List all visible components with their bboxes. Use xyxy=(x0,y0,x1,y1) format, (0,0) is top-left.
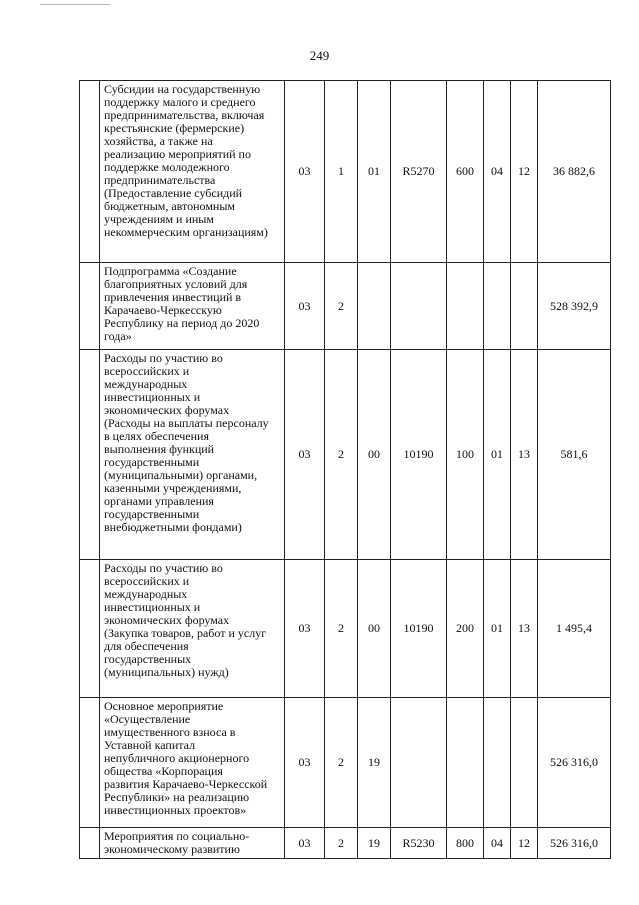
subprogram-code-cell: 2 xyxy=(325,263,358,350)
direction-code-cell: 10190 xyxy=(391,350,447,560)
item-name-line: Субсидии на государственную xyxy=(104,82,261,96)
item-name-line: (Расходы на выплаты персоналу xyxy=(104,416,269,430)
subsection-cell: 13 xyxy=(511,350,538,560)
item-name-line: реализацию мероприятий по xyxy=(104,147,251,161)
table-row xyxy=(80,81,611,263)
subprogram-code-cell: 1 xyxy=(325,81,358,263)
amount-cell: 581,6 xyxy=(538,350,611,560)
subsection-cell: 12 xyxy=(511,828,538,859)
item-name-line: органами управления xyxy=(104,494,214,508)
item-name-line: Расходы по участию во xyxy=(104,561,223,575)
table-row xyxy=(80,698,611,828)
direction-code-cell xyxy=(391,263,447,350)
row-index-cell xyxy=(80,350,100,560)
item-name-line: имущественного взноса в xyxy=(104,725,236,739)
section-cell: 04 xyxy=(484,81,511,263)
subsection-cell: 12 xyxy=(511,81,538,263)
page-number: 249 xyxy=(309,48,330,63)
item-name-line: некоммерческим организациям) xyxy=(104,225,268,239)
program-code-cell: 03 xyxy=(285,263,325,350)
item-name-cell xyxy=(100,828,285,859)
item-name-line: (муниципальными) органами, xyxy=(104,468,258,482)
event-code-cell: 01 xyxy=(358,81,391,263)
item-name-line: внебюджетными фондами) xyxy=(104,520,242,534)
item-name-line: непубличного акционерного xyxy=(104,751,250,765)
item-name-line: инвестиционных и xyxy=(104,600,201,614)
table-row xyxy=(80,560,611,698)
item-name-line: развития Карачаево-Черкесской xyxy=(104,777,268,791)
row-index-cell xyxy=(80,560,100,698)
program-code-cell: 03 xyxy=(285,828,325,859)
item-name-line: для обеспечения xyxy=(104,639,189,653)
program-code-cell: 03 xyxy=(285,560,325,698)
row-index-cell xyxy=(80,698,100,828)
item-name-line: международных xyxy=(104,377,188,391)
item-name-line: хозяйства, а также на xyxy=(104,134,213,148)
subprogram-code-cell: 2 xyxy=(325,560,358,698)
item-name-line: всероссийских и xyxy=(104,364,190,378)
event-code-cell: 00 xyxy=(358,350,391,560)
item-name-line: государственными xyxy=(104,455,200,469)
item-name-line: в целях обеспечения xyxy=(104,429,209,443)
expense-type-cell xyxy=(447,698,484,828)
item-name-line: Уставной капитал xyxy=(104,738,196,752)
subprogram-code-cell: 2 xyxy=(325,828,358,859)
direction-code-cell xyxy=(391,698,447,828)
expense-type-cell: 600 xyxy=(447,81,484,263)
item-name-line: предпринимательства xyxy=(104,173,216,187)
item-name-line: предпринимательства, включая xyxy=(104,108,265,122)
item-name-line: государственных xyxy=(104,652,192,666)
item-name-line: крестьянские (фермерские) xyxy=(104,121,245,135)
amount-cell: 526 316,0 xyxy=(538,828,611,859)
item-name-line: Основное мероприятие xyxy=(104,699,224,713)
event-code-cell: 00 xyxy=(358,560,391,698)
program-code-cell: 03 xyxy=(285,698,325,828)
row-index-cell xyxy=(80,81,100,263)
item-name-cell xyxy=(100,560,285,698)
item-name-line: государственными xyxy=(104,507,200,521)
item-name-line: казенными учреждениями, xyxy=(104,481,242,495)
item-name-line: благоприятных условий для xyxy=(104,277,248,291)
item-name-line: инвестиционных и xyxy=(104,390,201,404)
subsection-cell: 13 xyxy=(511,560,538,698)
item-name-line: года» xyxy=(104,329,132,343)
section-cell xyxy=(484,263,511,350)
item-name-line: (Закупка товаров, работ и услуг xyxy=(104,626,267,640)
event-code-cell xyxy=(358,263,391,350)
table-row xyxy=(80,263,611,350)
item-name-cell xyxy=(100,263,285,350)
amount-cell: 36 882,6 xyxy=(538,81,611,263)
item-name-line: привлечения инвестиций в xyxy=(104,290,242,304)
item-name-line: Расходы по участию во xyxy=(104,351,223,365)
item-name-cell xyxy=(100,350,285,560)
item-name-line: инвестиционных проектов» xyxy=(104,803,247,817)
table-row xyxy=(80,828,611,859)
expense-type-cell: 200 xyxy=(447,560,484,698)
event-code-cell: 19 xyxy=(358,698,391,828)
item-name-cell xyxy=(100,81,285,263)
item-name-line: Республику на период до 2020 xyxy=(104,316,260,330)
direction-code-cell: R5230 xyxy=(391,828,447,859)
item-name-line: учреждениям и иным xyxy=(104,212,214,226)
section-cell: 04 xyxy=(484,828,511,859)
item-name-line: Карачаево-Черкесскую xyxy=(104,303,222,317)
item-name-line: выполнения функций xyxy=(104,442,215,456)
row-index-cell xyxy=(80,263,100,350)
direction-code-cell: 10190 xyxy=(391,560,447,698)
expense-type-cell: 100 xyxy=(447,350,484,560)
row-index-cell xyxy=(80,828,100,859)
amount-cell: 1 495,4 xyxy=(538,560,611,698)
amount-cell: 528 392,9 xyxy=(538,263,611,350)
item-name-line: экономическому развитию xyxy=(104,842,240,856)
subprogram-code-cell: 2 xyxy=(325,698,358,828)
item-name-line: «Осуществление xyxy=(104,712,191,726)
item-name-line: поддержку малого и среднего xyxy=(104,95,256,109)
direction-code-cell: R5270 xyxy=(391,81,447,263)
section-cell: 01 xyxy=(484,350,511,560)
table-row xyxy=(80,350,611,560)
item-name-line: Мероприятия по социально- xyxy=(104,829,250,843)
item-name-line: общества «Корпорация xyxy=(104,764,223,778)
section-cell xyxy=(484,698,511,828)
item-name-line: Подпрограмма «Создание xyxy=(104,264,237,278)
item-name-line: международных xyxy=(104,587,188,601)
item-name-line: (муниципальных) нужд) xyxy=(104,665,229,679)
budget-table xyxy=(79,80,611,859)
item-name-line: экономических форумах xyxy=(104,613,230,627)
subsection-cell xyxy=(511,263,538,350)
item-name-line: Республики» на реализацию xyxy=(104,790,250,804)
subsection-cell xyxy=(511,698,538,828)
expense-type-cell: 800 xyxy=(447,828,484,859)
item-name-line: всероссийских и xyxy=(104,574,190,588)
section-cell: 01 xyxy=(484,560,511,698)
item-name-line: бюджетным, автономным xyxy=(104,199,235,213)
expense-type-cell xyxy=(447,263,484,350)
event-code-cell: 19 xyxy=(358,828,391,859)
item-name-line: (Предоставление субсидий xyxy=(104,186,243,200)
subprogram-code-cell: 2 xyxy=(325,350,358,560)
item-name-cell xyxy=(100,698,285,828)
program-code-cell: 03 xyxy=(285,81,325,263)
scan-mark xyxy=(40,4,110,5)
amount-cell: 526 316,0 xyxy=(538,698,611,828)
item-name-line: поддержке молодежного xyxy=(104,160,230,174)
program-code-cell: 03 xyxy=(285,350,325,560)
item-name-line: экономических форумах xyxy=(104,403,230,417)
